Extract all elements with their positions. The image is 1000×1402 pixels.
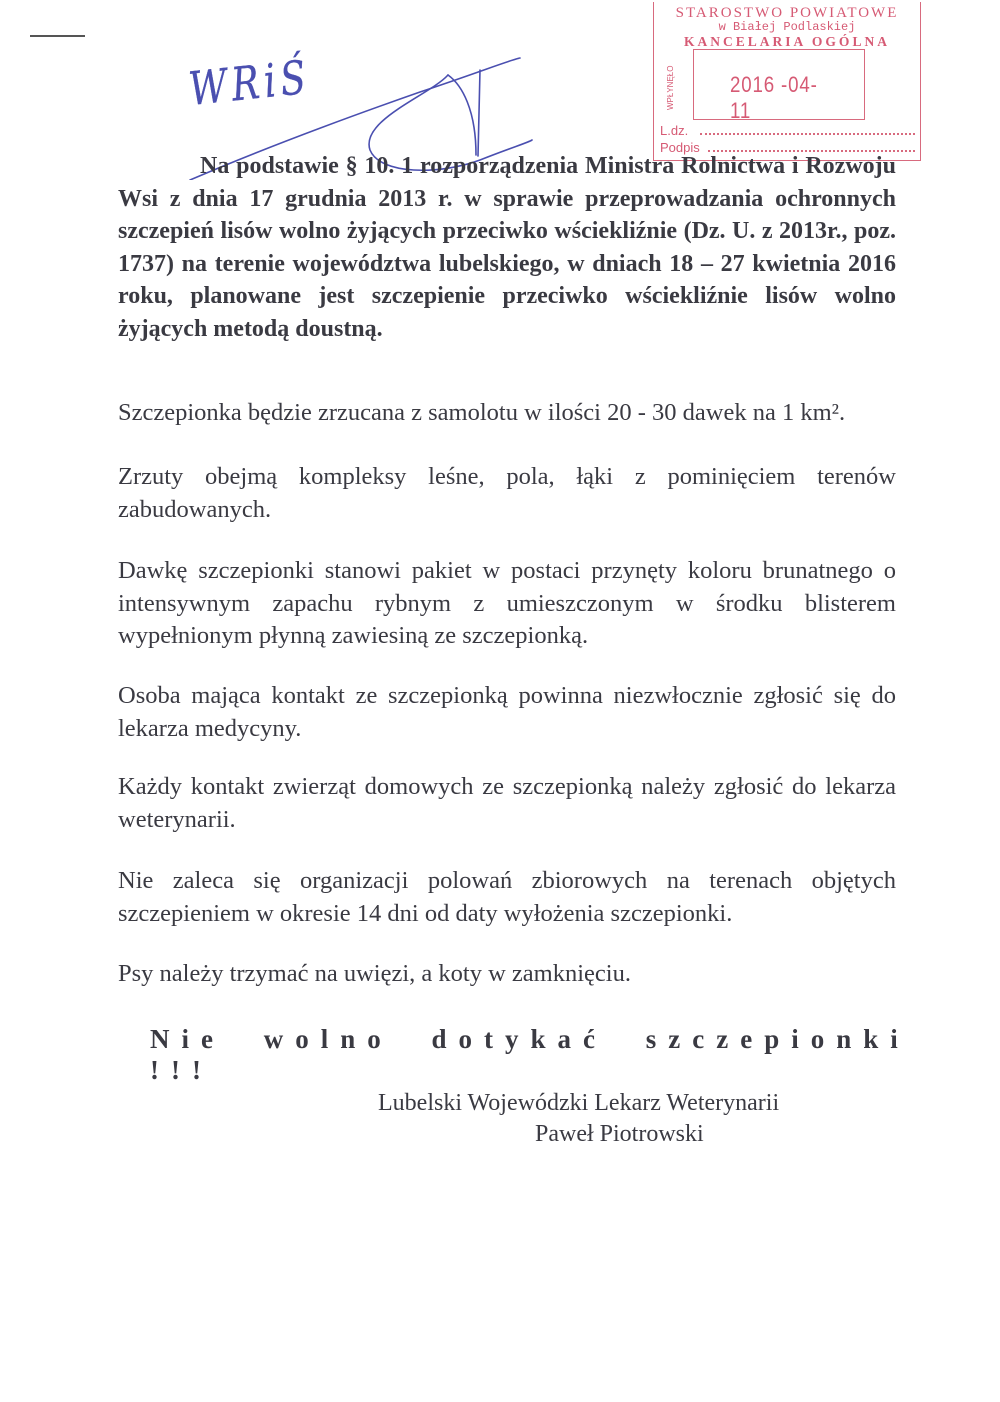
stamp-ldz [660,123,915,138]
stamp-received-label: WPŁYNĘŁO [666,65,675,110]
registry-stamp [653,2,921,161]
stamp-city: w Białej Podlaskiej [718,20,856,34]
paragraph-pets-restraint: Psy należy trzymać na uwięzi, a koty w zamknięciu. [118,960,631,987]
warning-heading: Nie wolno dotykać szczepionki !!! [150,1024,910,1085]
stamp-podpis-label: Podpis [660,140,700,155]
stamp-date-box [693,49,865,123]
signoff-name: Paweł Piotrowski [535,1121,704,1147]
intro-paragraph: Na podstawie § 10. 1 rozporządzenia Ministra Rolnictwa i Rozwoju Wsi z dnia 17 grudnia 2013 r. w sprawie przeprowadzania ochronnych szczepień lisów wolno żyjących przeciwko wściekliźnie (Dz. U. z 2013r., poz. 1737) na terenie województwa lubelskiego, w dniach 18 – 27 kwietnia 2016 roku, planowane jest szczepienie przeciwko wściekliźnie lisów wolno żyjących metodą doustną. [118,153,896,342]
paragraph-bait-description: Dawkę szczepionki stanowi pakiet w postaci przynęty koloru brunatnego o intensywnym zapachu rybnym z umieszczonym w środku blisterem wypełnionym płynną zawiesiną ze szczepionką. [118,557,896,649]
margin-dash [30,35,85,37]
paragraph-drop-rate: Szczepionka będzie zrzucana z samolotu w ilości 20 - 30 dawek na 1 km². [118,399,846,426]
handwritten-annotation: WRiŚ [186,49,314,117]
stamp-date: 2016 -04- 11 [730,72,818,123]
signature-vertical [448,70,480,156]
paragraph-human-contact: Osoba mająca kontakt ze szczepionką powinna niezwłocznie zgłosić się do lekarza medycyny. [118,682,896,742]
paragraph-hunting: Nie zaleca się organizacji polowań zbiorowych na terenach objętych szczepieniem w okresie 14 dni od daty wyłożenia szczepionki. [118,867,896,927]
stamp-office: STAROSTWO POWIATOWE [675,5,899,21]
stamp-department: KANCELARIA OGÓLNA [684,34,890,49]
paragraph-pet-contact: Każdy kontakt zwierząt domowych ze szczepionką należy zgłosić do lekarza weterynarii. [118,773,896,833]
stamp-ldz-label: L.dz. [660,123,689,138]
paragraph-drop-areas: Zrzuty obejmą kompleksy leśne, pola, łąki z pominięciem terenów zabudowanych. [118,463,896,523]
signoff-title: Lubelski Wojewódzki Lekarz Weterynarii [378,1090,780,1116]
